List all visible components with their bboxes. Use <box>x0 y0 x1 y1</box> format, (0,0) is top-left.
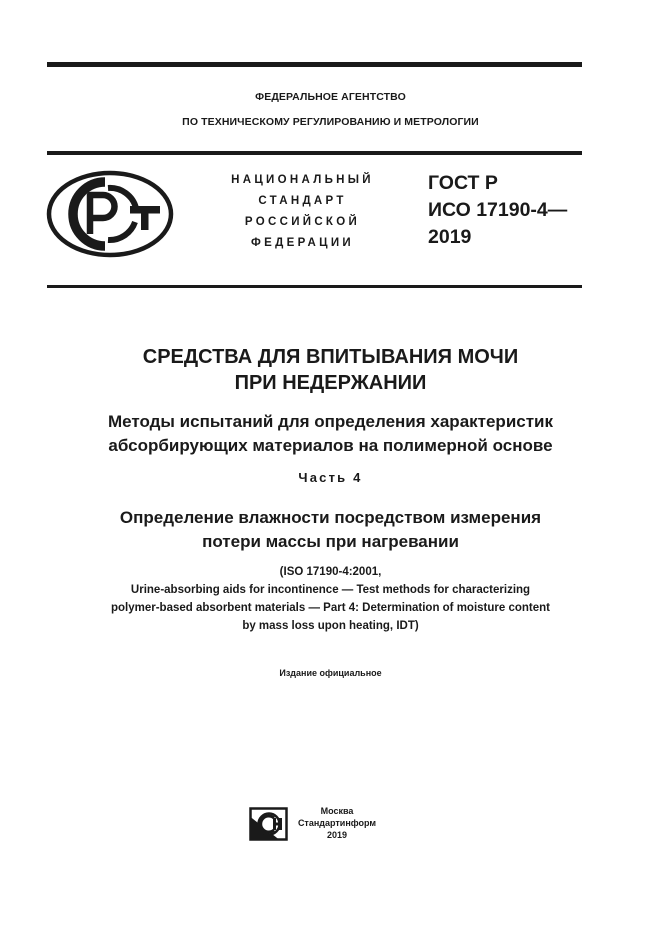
agency-line-2: ПО ТЕХНИЧЕСКОМУ РЕГУЛИРОВАНИЮ И МЕТРОЛОГИИ <box>182 116 479 128</box>
designation-line: ИСО 17190-4— <box>428 199 568 221</box>
national-standard-line: СТАНДАРТ <box>258 195 347 207</box>
title-line: ПРИ НЕДЕРЖАНИИ <box>234 372 427 394</box>
iso-reference-line: Urine-absorbing aids for incontinence — Test methods for characterizing <box>130 584 531 596</box>
middle-rule <box>47 151 582 155</box>
top-rule <box>47 62 582 67</box>
edition-label: Издание официальное <box>279 668 382 678</box>
part-label: Часть 4 <box>298 470 363 485</box>
national-standard-heading <box>195 170 410 254</box>
lower-rule <box>47 285 582 288</box>
part-title-line: Определение влажности посредством измерения <box>119 508 542 527</box>
publisher-name: Стандартинформ <box>297 818 377 828</box>
subtitle-line: Методы испытаний для определения характеристик <box>107 412 554 431</box>
subtitle-line: абсорбирующих материалов на полимерной основе <box>108 436 553 455</box>
iso-reference-line: by mass loss upon heating, IDT) <box>242 620 419 632</box>
iso-reference-line: (ISO 17190-4:2001, <box>279 566 382 578</box>
document-subtitle <box>0 410 661 458</box>
publisher-year: 2019 <box>326 830 348 840</box>
rst-emblem-icon <box>46 170 174 258</box>
standard-designation <box>428 170 567 251</box>
iso-reference-line: polymer-based absorbent materials — Part 4: Determination of moisture content <box>110 602 550 614</box>
iso-reference <box>0 563 661 635</box>
national-standard-line: РОССИЙСКОЙ <box>244 216 361 228</box>
document-title <box>0 344 661 396</box>
designation-line: ГОСТ Р <box>428 172 498 194</box>
national-standard-line: ФЕДЕРАЦИИ <box>251 237 354 249</box>
standartinform-logo-icon <box>249 807 288 841</box>
national-standard-line: НАЦИОНАЛЬНЫЙ <box>231 174 374 186</box>
publisher-block <box>294 805 380 841</box>
agency-line-1: ФЕДЕРАЛЬНОЕ АГЕНТСТВО <box>255 91 406 103</box>
title-line: СРЕДСТВА ДЛЯ ВПИТЫВАНИЯ МОЧИ <box>142 346 519 368</box>
part-title-line: потери массы при нагревании <box>202 532 459 551</box>
publisher-city: Москва <box>320 806 354 816</box>
part-title <box>0 506 661 554</box>
designation-line: 2019 <box>428 226 472 248</box>
